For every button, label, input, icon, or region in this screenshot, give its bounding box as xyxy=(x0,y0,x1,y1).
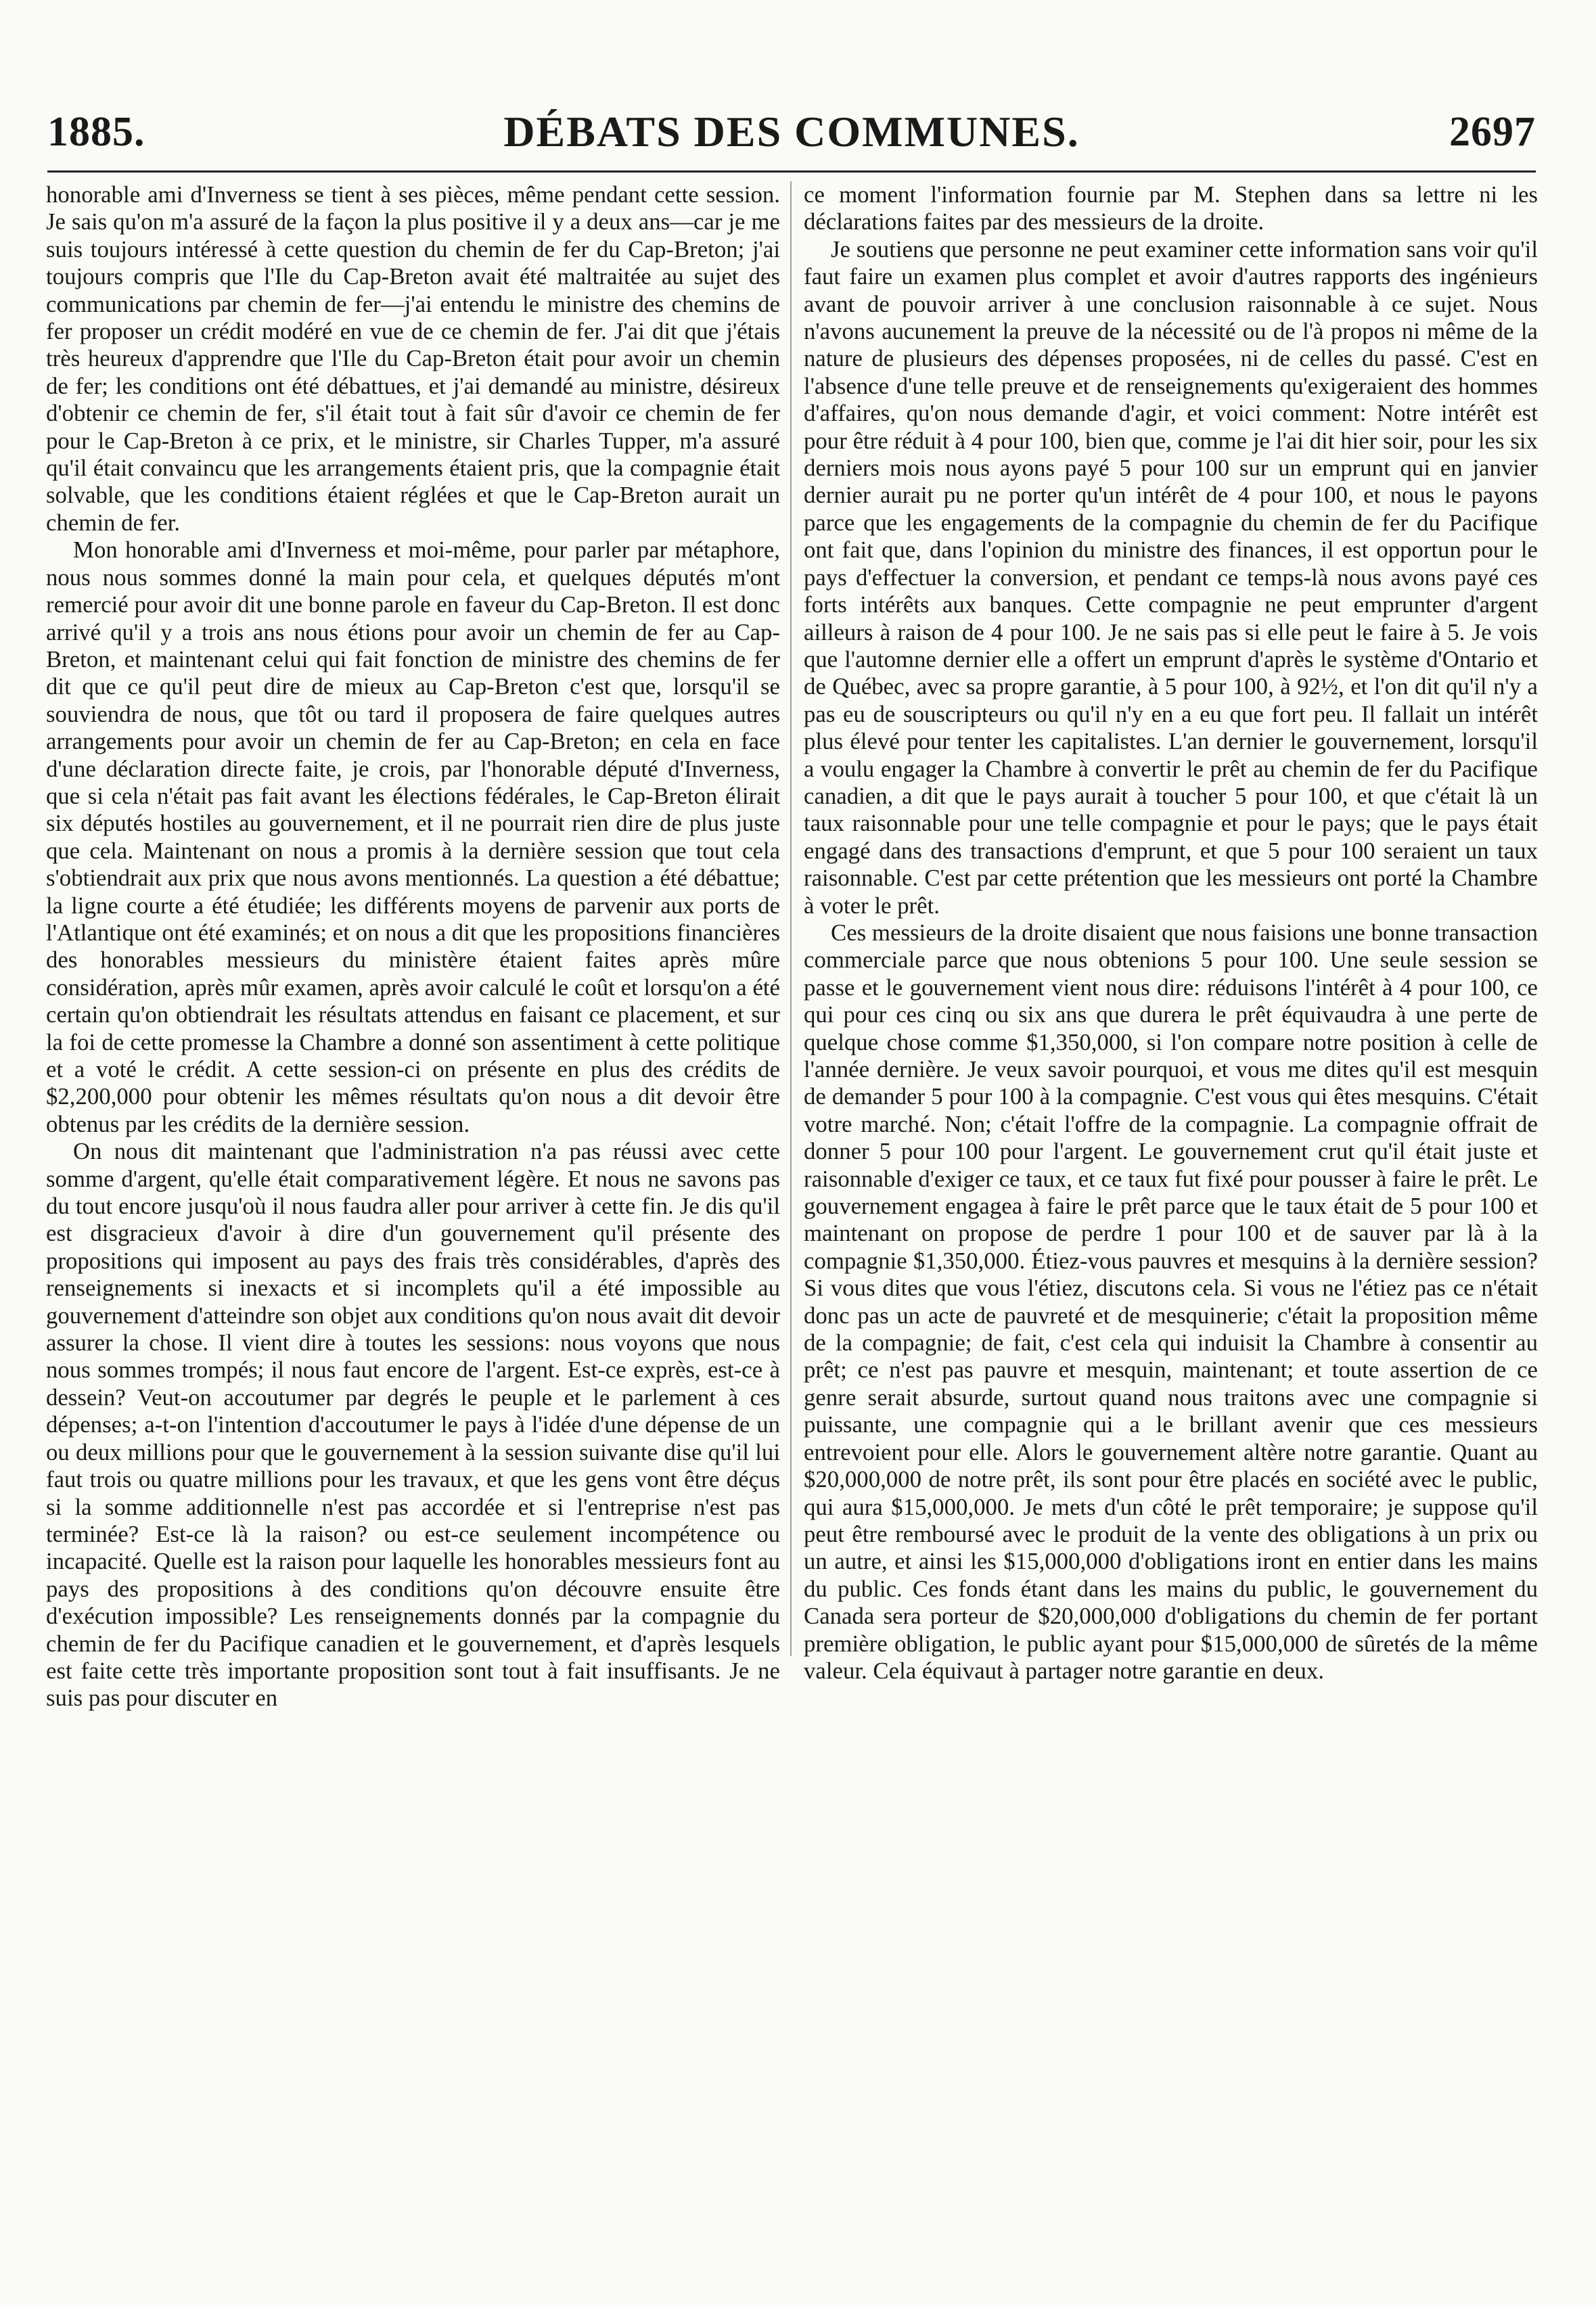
column-divider xyxy=(790,181,792,1656)
header-year: 1885. xyxy=(47,109,145,155)
right-paragraph: Ces messieurs de la droite disaient que nous faisions une bonne transaction commerciale parce que nous obtenions 5 pour 100. Une seule session se passe et le gouvernement vient nous dire: réduisons l'intérêt à 4 pour 100, ce qui pour ces cinq ou six ans que durera le prêt équivaudra à une perte de quelque chose comme $1,350,000, si l'on compare notre position à celle de l'année dernière. Je veux savoir pourquoi, et vous me dites qu'il est mesquin de demander 5 pour 100 à la compagnie. C'est vous qui êtes mesquins. C'était votre marché. Non; c'était l'offre de la compagnie. La compagnie offrait de donner 5 pour 100 pour l'argent. Le gouvernement crut qu'il était juste et raisonnable d'exiger ce taux, et ce taux fut fixé pour pousser à faire le prêt. Le gouvernement engagea à faire le prêt parce que le taux était de 5 pour 100 et maintenant on propose de perdre 1 pour 100 et de sauver par là à la compagnie $1,350,000. Étiez-vous pauvres et mesquins à la dernière session? Si vous dites que vous l'étiez, discutons cela. Si vous ne l'étiez pas ce n'était donc pas un acte de pauvreté et de mesquinerie; c'était la proposition même de la compagnie; de fait, c'est cela qui induisit la Chambre à consentir au prêt; ce n'est pas pauvre et mesquin, maintenant; et toute assertion de ce genre serait absurde, surtout quand nous traitons avec une compagnie si puissante, une compagnie qui a le brillant avenir que ces messieurs entrevoient pour elle. Alors le gouvernement altère notre garantie. Quant au $20,000,000 de notre prêt, ils sont pour être placés en société avec le public, qui aura $15,000,000. Je mets d'un côté le prêt temporaire; je suppose qu'il peut être remboursé avec le produit de la vente des obligations à un prix ou un autre, et ainsi les $15,000,000 d'obligations iront en entier dans les mains du public. Ces fonds étant dans les mains du public, le gouvernement du Canada sera porteur de $20,000,000 d'obligations du chemin de fer portant première obligation, le public ayant pour $15,000,000 de sûretés de la même valeur. Cela équivaut à partager notre garantie en deux. xyxy=(804,919,1538,1684)
right-column xyxy=(804,181,1538,2299)
header-page-number: 2697 xyxy=(1449,109,1536,155)
left-paragraph: On nous dit maintenant que l'administration n'a pas réussi avec cette somme d'argent, qu'elle était comparativement légère. Et nous ne savons pas du tout encore jusqu'où il nous faudra aller pour arriver à cette fin. Je dis qu'il est disgracieux d'avoir à dire d'un gouvernement qu'il présente des propositions qui imposent au pays des frais très considérables, d'après des renseignements si inexacts et si incomplets qu'il a été impossible au gouvernement d'atteindre son objet aux conditions qu'on nous avait dit devoir assurer la chose. Il vient dire à toutes les sessions: nous voyons que nous nous sommes trompés; il nous faut encore de l'argent. Est-ce exprès, est-ce à dessein? Veut-on accoutumer par degrés le peuple et le parlement à ces dépenses; a-t-on l'intention d'accoutumer le pays à l'idée d'une dépense de un ou deux millions pour que le gouvernement à la session suivante dise qu'il lui faut trois ou quatre millions pour les travaux, et que les gens vont être déçus si la somme additionnelle n'est pas accordée et si l'entreprise n'est pas terminée? Est-ce là la raison? ou est-ce seulement incompétence ou incapacité. Quelle est la raison pour laquelle les honorables messieurs font au pays des propositions à des conditions qu'on découvre ensuite être d'exécution impossible? Les renseignements donnés par la compagnie du chemin de fer du Pacifique canadien et le gouvernement, et d'après lesquels est faite cette très importante proposition sont tout à fait insuffisants. Je ne suis pas pour discuter en xyxy=(46,1138,780,1712)
page-header xyxy=(47,101,1536,162)
header-title: DÉBATS DES COMMUNES. xyxy=(503,108,1080,156)
header-rule xyxy=(47,170,1536,173)
left-paragraph: honorable ami d'Inverness se tient à ses pièces, même pendant cette session. Je sais qu'on m'a assuré de la façon la plus positive il y a deux ans—car je me suis toujours intéressé à cette question du chemin de fer du Cap-Breton; j'ai toujours compris que l'Ile du Cap-Breton avait été maltraitée au sujet des communications par chemin de fer—j'ai entendu le ministre des chemins de fer proposer un crédit modéré en vue de ce chemin de fer. J'ai dit que j'étais très heureux d'apprendre que l'Ile du Cap-Breton était pour avoir un chemin de fer; les conditions ont été débattues, et j'ai demandé au ministre, désireux d'obtenir ce chemin de fer, s'il était tout à fait sûr d'avoir ce chemin de fer pour le Cap-Breton à ce prix, et le ministre, sir Charles Tupper, m'a assuré qu'il était convaincu que les arrangements étaient pris, que la compagnie était solvable, que les conditions étaient réglées et que le Cap-Breton aurait un chemin de fer. xyxy=(46,181,780,536)
left-column xyxy=(46,181,780,2299)
right-paragraph: ce moment l'information fournie par M. Stephen dans sa lettre ni les déclarations faites par des messieurs de la droite. xyxy=(804,181,1538,235)
right-paragraph: Je soutiens que personne ne peut examiner cette information sans voir qu'il faut faire un examen plus complet et avoir d'autres rapports des ingénieurs avant de pouvoir arriver à une conclusion raisonnable à ce sujet. Nous n'avons aucunement la preuve de la nécessité ou de l'à propos ni même de la nature de plusieurs des dépenses proposées, ni de celles du passé. C'est en l'absence d'une telle preuve et de renseignements qu'exigeraient des hommes d'affaires, qu'on nous demande d'agir, et voici comment: Notre intérêt est pour être réduit à 4 pour 100, bien que, comme je l'ai dit hier soir, pour les six derniers mois nous ayons payé 5 pour 100 sur un emprunt qui en janvier dernier aurait pu ne porter qu'un intérêt de 4 pour 100, et nous le payons parce que les engagements de la compagnie du chemin de fer du Pacifique ont fait que, dans l'opinion du ministre des finances, il est opportun pour le pays d'effectuer la conversion, et pendant ce temps-là nous avons payé ces forts intérêts aux banques. Cette compagnie ne peut emprunter d'argent ailleurs à raison de 4 pour 100. Je ne sais pas si elle peut le faire à 5. Je vois que l'automne dernier elle a offert un emprunt d'après le système d'Ontario et de Québec, avec sa propre garantie, à 5 pour 100, à 92½, et l'on dit qu'il n'y a pas eu de souscripteurs ou qu'il n'y en a eu que fort peu. Il fallait un intérêt plus élevé pour tenter les capitalistes. L'an dernier le gouvernement, lorsqu'il a voulu engager la Chambre à convertir le prêt au chemin de fer du Pacifique canadien, a dit que le pays aurait à toucher 5 pour 100, et que c'était là un taux raisonnable pour une telle compagnie et pour le pays; que le pays était engagé dans des transactions d'emprunt, et que 5 pour 100 seraient un taux raisonnable. C'est par cette prétention que les messieurs ont porté la Chambre à voter le prêt. xyxy=(804,235,1538,919)
left-paragraph: Mon honorable ami d'Inverness et moi-même, pour parler par métaphore, nous nous sommes donné la main pour cela, et quelques députés m'ont remercié pour avoir dit une bonne parole en faveur du Cap-Breton. Il est donc arrivé qu'il y a trois ans nous étions pour avoir un chemin de fer au Cap-Breton, et maintenant celui qui fait fonction de ministre des chemins de fer dit que ce qu'il peut dire de mieux au Cap-Breton c'est que, lorsqu'il se souviendra de nous, que tôt ou tard il proposera de faire quelques autres arrangements pour avoir un chemin de fer au Cap-Breton; en cela en face d'une déclaration directe faite, je crois, par l'honorable député d'Inverness, que si cela n'était pas fait avant les élections fédérales, le Cap-Breton élirait six députés hostiles au gouvernement, et il ne pourrait rien dire de plus juste que cela. Maintenant on nous a promis à la dernière session que tout cela s'obtiendrait aux prix que nous avons mentionnés. La question a été débattue; la ligne courte a été étudiée; les différents moyens de parvenir aux ports de l'Atlantique ont été examinés; et on nous a dit que les propositions financières des honorables messieurs du ministère étaient faites après mûre considération, après mûr examen, après avoir calculé le coût et lorsqu'on a été certain qu'on obtiendrait les résultats attendus en faisant ce placement, et sur la foi de cette promesse la Chambre a donné son assentiment à cette politique et a voté le crédit. A cette session-ci on présente en plus des crédits de $2,200,000 pour obtenir les mêmes résultats qu'on nous a dit devoir être obtenus par les crédits de la dernière session. xyxy=(46,537,780,1137)
